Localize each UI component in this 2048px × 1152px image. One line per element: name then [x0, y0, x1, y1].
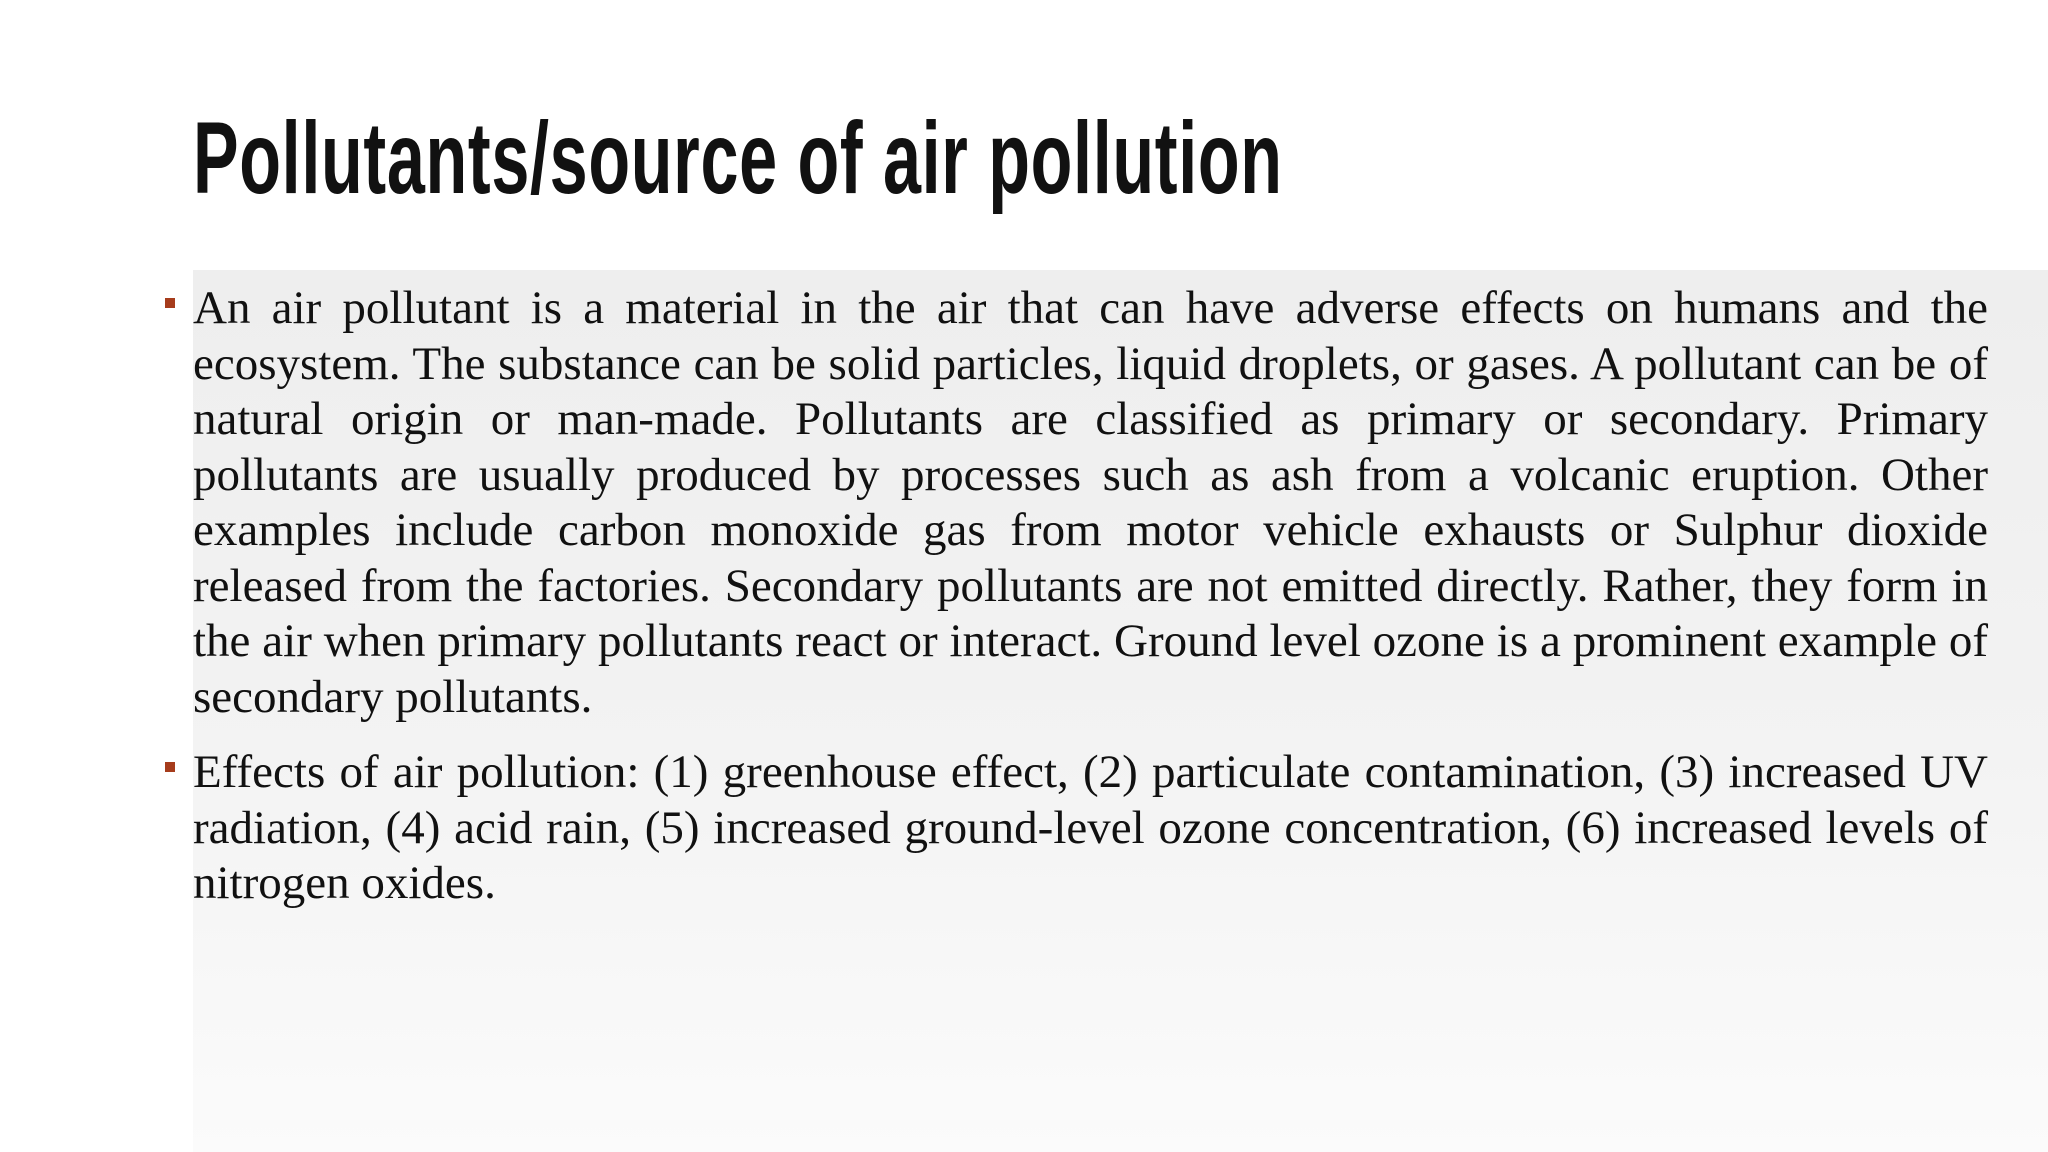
- bullet-list: [160, 281, 1988, 912]
- bullet-item-effects: [160, 745, 1988, 912]
- bullet-text: Effects of air pollution: (1) greenhouse effect, (2) particulate contamination, (3) increased UV radiation, (4) acid rain, (5) increased ground-level ozone concentration, (6) increased levels of nitrogen oxides.: [193, 746, 1988, 909]
- bullet-marker-icon: [165, 762, 175, 772]
- slide-title: Pollutants/source of air pollution: [193, 101, 1283, 215]
- bullet-text: An air pollutant is a material in the air that can have adverse effects on humans and the ecosystem. The substance can be solid particles, liquid droplets, or gases. A pollutant can be of natural origin or man-made. Pollutants are classified as primary or secondary. Primary pollutants are usually produced by processes such as ash from a volcanic eruption. Other examples include carbon monoxide gas from motor vehicle exhausts or Sulphur dioxide released from the factories. Secondary pollutants are not emitted directly. Rather, they form in the air when primary pollutants react or interact. Ground level ozone is a prominent example of secondary pollutants.: [193, 282, 1988, 723]
- bullet-marker-icon: [165, 298, 175, 308]
- bullet-item-definition: [160, 281, 1988, 725]
